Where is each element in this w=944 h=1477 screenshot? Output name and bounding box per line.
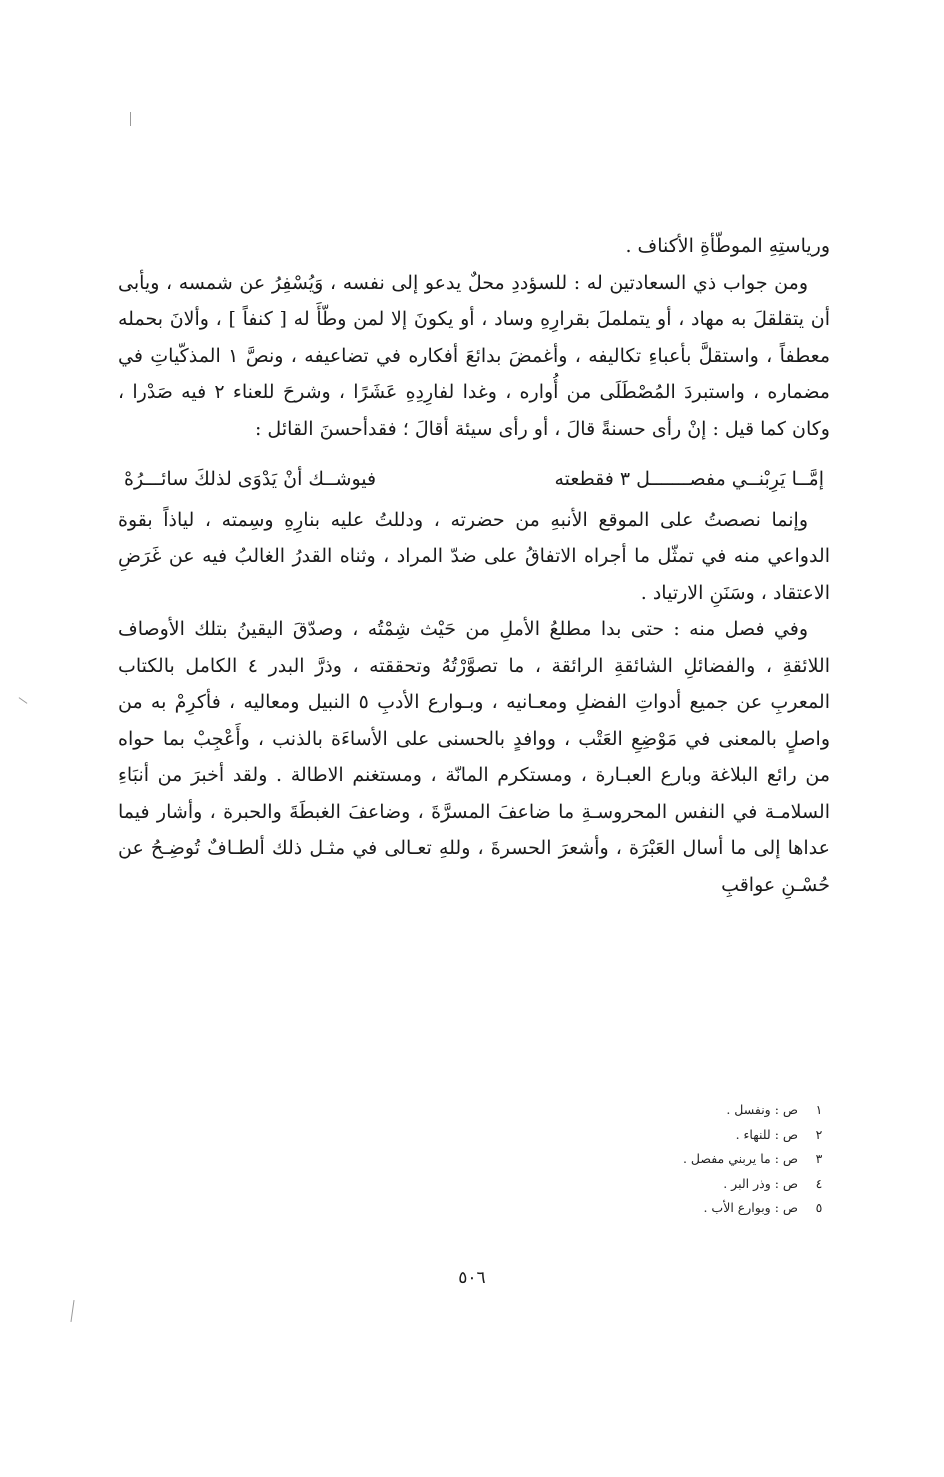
footnote-number: ٥ [815, 1200, 823, 1215]
footnote [406, 1172, 826, 1197]
verse-hemistich-second: فيوشــك أنْ يَدْوَى لذلكَ سائـــرُهْ [124, 468, 377, 490]
footnote-text: ص : وبوارع الأب . [703, 1200, 798, 1215]
footnote-number: ٣ [815, 1151, 823, 1166]
footnote-text: ص : ونفسل . [726, 1102, 798, 1117]
paragraph: ومن جواب ذي السعادتين له : للسؤددِ محلٌ يدعو إلى نفسه ، وَيُسْفِرُ عن شمسه ، ويأبى أن يتقلقلَ به مهاد ، أو يتململَ بقرارِهِ وساد ، أو يكونَ إلا لمن وطّأَ له [ كنفاً ] ، وألانَ بحمله معطفاً ، واستقلَّ بأعباءِ تكاليفه ، وأغمضَ بدائعَ أفكاره في تضاعيفه ، ونصَّ ١ المذكّياتِ في مضماره ، واستبردَ المُصْطَلَى من أُواره ، وغدا لفارِدِهِ عَشَرًا ، وشرحَ للعناء ٢ فيه صَدْرا ، وكان كما قيل : إنْ رأى حسنةً قالَ ، أو رأى سيئة أقالَ ؛ فقدأحسنَ القائل : [118, 271, 831, 440]
scan-speck [130, 112, 131, 126]
verse-hemistich-first: إمَّــا يَرِبْنــي مفصـــــــل ٣ فقطعته [554, 468, 824, 490]
footnote-text: ص : وذر البر . [723, 1175, 798, 1191]
footnote-number: ٢ [815, 1126, 823, 1142]
poetry-verse [118, 461, 830, 498]
paragraph: وفي فصل منه : حتى بدا مطلعُ الأملِ من حَيْث شِمْتُه ، وصدّقَ اليقينُ بتلك الأوصاف اللائقةِ ، والفضائلِ الشائقةِ الرائقة ، ما تصوَّرْتُهُ وتحققته ، وذرَّ البدر ٤ الكامل بالكتاب المعربِ عن جميع أدواتِ الفضلِ ومعـانيه ، وبـوارع الأدبِ ٥ النبيل ومعاليه ، فأكرِمْ به من واصلٍ بالمعنى في مَوْضِعِ العَتْب ، ووافدٍ بالحسنى على الأساءَة بالذنب ، وأَعْجِبْ بما حواه من رائع البلاغة وبارع العبـارة ، ومستكرم المانّة ، ومستغنم الاطالة . ولقد أخبرَ من أنبَاءِ السلامـة في النفس المحروسـةِ ما ضاعفَ المسرَّةَ ، وضاعفَ الغبطَةَ والحبرة ، وأشار فيما عداها إلى ما أسال العَبْرَة ، وأشعرَ الحسرةَ ، وللهِ تعـالى في مثـل ذلك ألطـافٌ تُوضِـحُ عن حُسْـنِ عواقبِ [118, 618, 830, 896]
footnote [406, 1123, 826, 1148]
footnote-text: ص : للنهاء . [735, 1126, 798, 1142]
scan-speck [19, 697, 28, 704]
footnote-number: ١ [815, 1102, 823, 1117]
footnote [406, 1147, 826, 1172]
footnote-number: ٤ [815, 1175, 823, 1191]
footnote [406, 1196, 826, 1221]
paragraph: ورياستِهِ الموطّأةِ الأكناف . [625, 235, 830, 257]
main-text [118, 228, 830, 903]
footnote-text: ص : ما يربني مفصل . [682, 1151, 798, 1166]
footnote [406, 1098, 826, 1123]
page-number: ٥٠٦ [458, 1268, 486, 1288]
paragraph: وإنما نصصتُ على الموقع الأنبهِ من حضرته ، ودللتُ عليه بنارِهِ وسِمته ، لياذاً بقوة الدواعي منه في تمثّل ما أجراه الاتفاقُ على ضدّ المراد ، وثناه القدرُ الغالبُ فيه عن غَرَضِ الاعتقاد ، وسَنَنِ الارتياد . [118, 508, 830, 604]
footnotes [406, 1098, 826, 1221]
scan-speck [70, 1300, 74, 1322]
